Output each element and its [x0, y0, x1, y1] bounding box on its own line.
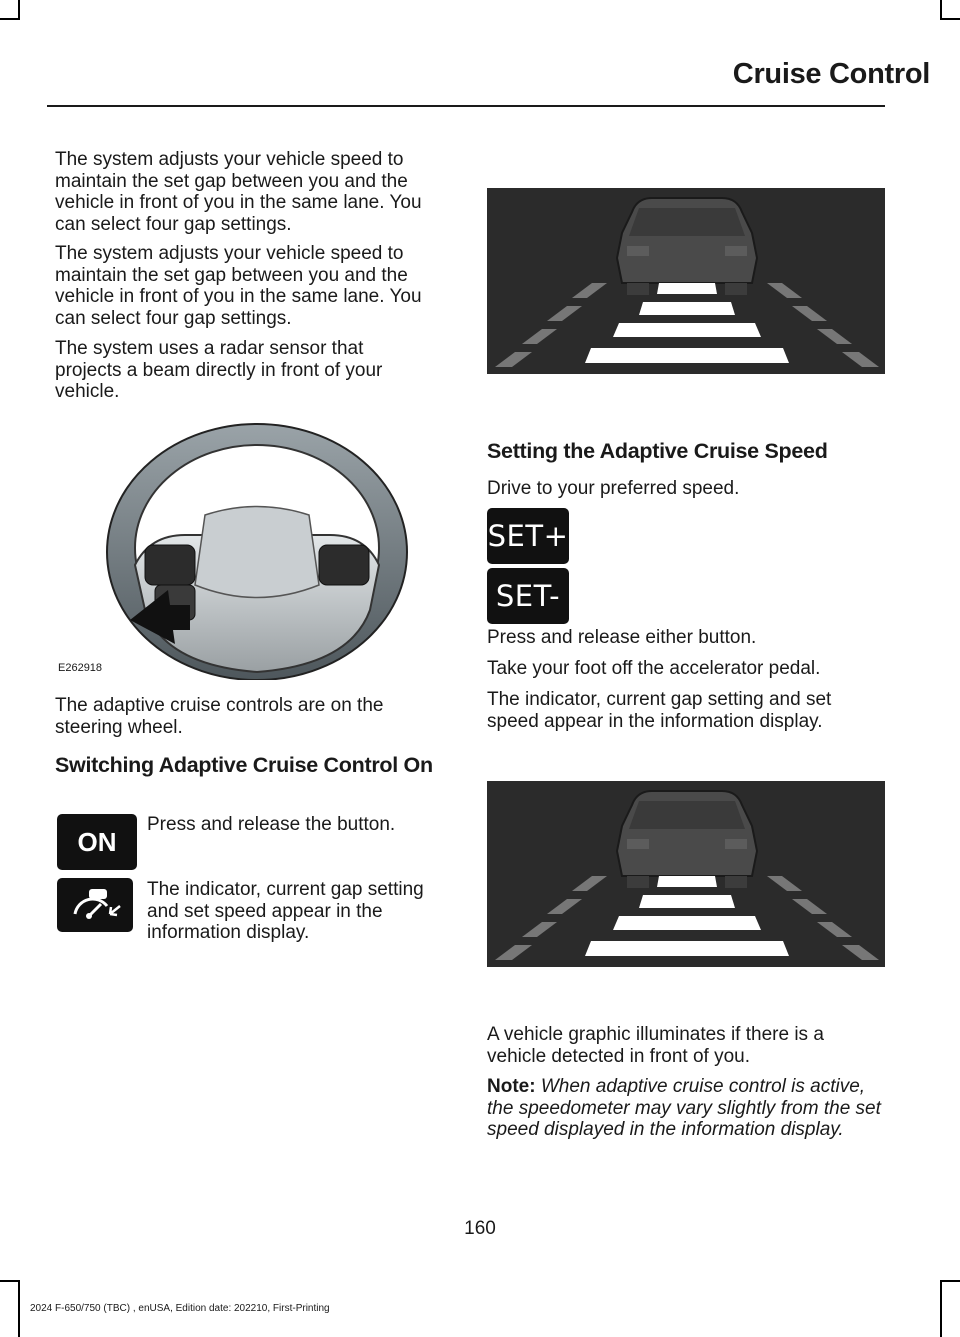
indicator-text-left: The indicator, current gap setting and set speed appear in the information display.	[147, 879, 424, 943]
gap-display-figure-top	[487, 188, 885, 374]
footer-edition: 2024 F-650/750 (TBC) , enUSA, Edition date: 202210, First-Printing	[30, 1303, 330, 1314]
vehicle-graphic-text: A vehicle graphic illuminates if there is a vehicle detected in front of you.	[487, 1024, 824, 1067]
set-minus-label: SET-	[495, 579, 561, 613]
crop-mark	[940, 1280, 960, 1282]
page-number: 160	[464, 1218, 496, 1239]
indicator-text-right: The indicator, current gap setting and set speed appear in the information display.	[487, 689, 832, 732]
paragraph-gap-1: The system adjusts your vehicle speed to maintain the set gap between you and the vehicle in front of you in the same lane. You can select four gap settings.	[55, 149, 422, 235]
note-label: Note:	[487, 1076, 536, 1097]
crop-mark	[0, 1280, 20, 1282]
crop-mark	[940, 18, 960, 20]
crop-mark	[18, 1280, 20, 1337]
paragraph-radar: The system uses a radar sensor that projects a beam directly in front of your vehicle.	[55, 338, 383, 402]
adaptive-cruise-indicator-icon	[57, 878, 133, 932]
steering-wheel-figure	[55, 410, 410, 680]
note-paragraph	[487, 1076, 882, 1141]
on-button	[57, 814, 137, 870]
steering-wheel-illustration	[55, 410, 410, 680]
gap-display-figure-bottom	[487, 781, 885, 967]
adaptive-cruise-gauge-icon	[65, 884, 125, 926]
steering-caption: The adaptive cruise controls are on the steering wheel.	[55, 695, 384, 738]
set-minus-button	[487, 568, 569, 624]
crop-mark	[0, 18, 20, 20]
crop-mark	[940, 0, 942, 20]
figure-code: E262918	[58, 662, 103, 674]
on-instruction: Press and release the button.	[147, 814, 396, 835]
page-title: Cruise Control	[732, 58, 930, 90]
set-plus-button	[487, 508, 569, 564]
drive-text: Drive to your preferred speed.	[487, 478, 740, 499]
section-heading-setting-speed: Setting the Adaptive Cruise Speed	[487, 439, 828, 463]
crop-mark	[940, 1280, 942, 1337]
foot-off-text: Take your foot off the accelerator pedal.	[487, 658, 821, 679]
press-release-text: Press and release either button.	[487, 627, 757, 648]
on-button-label: ON	[77, 826, 117, 857]
crop-mark	[18, 0, 20, 20]
set-plus-label: SET+	[487, 519, 569, 553]
gap-display-illustration	[487, 188, 885, 374]
note-text: When adaptive cruise control is active, the speedometer may vary slightly from the set speed displayed in the information display.	[487, 1076, 881, 1140]
paragraph-gap-2: The system adjusts your vehicle speed to maintain the set gap between you and the vehicle in front of you in the same lane. You can select four gap settings.	[55, 243, 422, 329]
section-heading-switching-on: Switching Adaptive Cruise Control On	[55, 753, 433, 777]
header-divider	[47, 105, 885, 107]
gap-display-illustration	[487, 781, 885, 967]
